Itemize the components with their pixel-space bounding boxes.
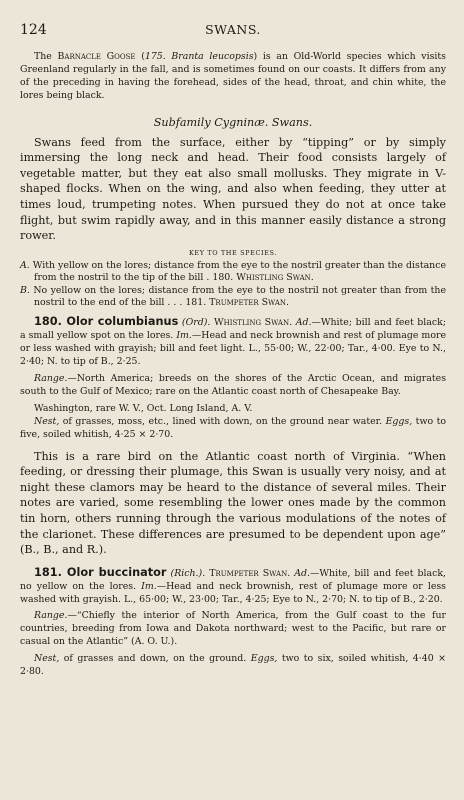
species-180-range: Range.—North America; breeds on the shores of the Arctic Ocean, and migrates south to the Gulf of Mexico; rare on the Atlantic coast north of Chesapeake Bay.	[20, 373, 446, 397]
page-header	[20, 22, 446, 42]
running-head: SWANS.	[205, 22, 261, 37]
barnacle-goose-paragraph: The Barnacle Goose (175. Branta leucopsis) is an Old-World species which visits Greenland regularly in the fall, and is sometimes found on our coasts. It differs from any of the preceding in having the forehead, sides of the head, throat, and chin white, the lores being black.	[20, 51, 446, 101]
species-181-heading: 181. Olor buccinator	[34, 565, 167, 579]
species-180-heading: 180. Olor columbianus	[34, 315, 179, 329]
key-entry-b: B. No yellow on the lores; distance from the eye to the nostril not greater than from the nostril to the end of the bill . . . 181. Trumpeter Swan.	[20, 284, 447, 308]
key-entry-a: A. With yellow on the lores; distance from the eye to the nostril greater than the distance from the nostril to the tip of the bill . 180. Whistling Swan.	[20, 259, 447, 284]
species-181-description: 181. Olor buccinator (Rich.). Trumpeter Swan. Ad.—White, bill and feet black, no yellow on the lores. Im.—Head and neck brownish, rest of plumage more or less washed with grayish. L., 65·00; W., 23·00; Tar., 4·25; Eye to N., 2·70; N. to tip of B., 2·20.	[20, 565, 447, 605]
page-number: 124	[20, 22, 47, 38]
subfamily-heading: Subfamily Cygninæ. Swans.	[153, 115, 313, 129]
species-180-description: 180. Olor columbianus (Ord). Whistling Swan. Ad.—White; bill and feet black; a small yellow spot on the lores. Im.—Head and neck brownish and rest of plumage more or less washed with grayish; bill and feet light. L., 55·00; W., 22·00; Tar., 4·00. Eye to N., 2·40; N. to tip of B., 2·25.	[20, 315, 446, 368]
barnacle-goose-scientific-name: Branta leucopsis	[171, 51, 254, 62]
swans-intro-paragraph: Swans feed from the surface, either by “tipping” or by simply immersing the long neck and head. Their food consists largely of vegetable matter, but they eat also small mollusks. They migrate in V-shaped flocks. When on the wing, and also when feeding, they utter at times loud, trumpeting notes. When pursued they do not at once take flight, but swim rapidly away, and in this manner easily distance a strong rower.	[20, 135, 446, 243]
key-heading: KEY TO THE SPECIES.	[188, 248, 278, 257]
species-181-range: Range.—“Chiefly the interior of North America, from the Gulf coast to the fur countries, breeding from Iowa and Dakota northward; west to the Pacific, but rare or casual on the Atlantic” (A. O. U.).	[20, 610, 446, 648]
species-180-nest: Nest, of grasses, moss, etc., lined with down, on the ground near water. Eggs, two to five, soiled whitish, 4·25 × 2·70.	[20, 415, 446, 440]
barnacle-goose-name: Barnacle Goose	[57, 51, 136, 62]
species-180-records: Washington, rare W. V., Oct. Long Island, A. V.	[34, 402, 253, 414]
species-180-note: This is a rare bird on the Atlantic coast north of Virginia. “When feeding, or dressing their plumage, this Swan is usually very noisy, and at night these clamors may be heard to the distance of several miles. Their notes are varied, some resembling the lower ones made by the common tin horn, others running through the various modulations of the notes of the clarionet. These differences are presumed to be dependent upon age” (B., B., and R.).	[20, 449, 446, 557]
species-181-nest: Nest, of grasses and down, on the ground. Eggs, two to six, soiled whitish, 4·40 × 2·80.	[20, 653, 446, 678]
